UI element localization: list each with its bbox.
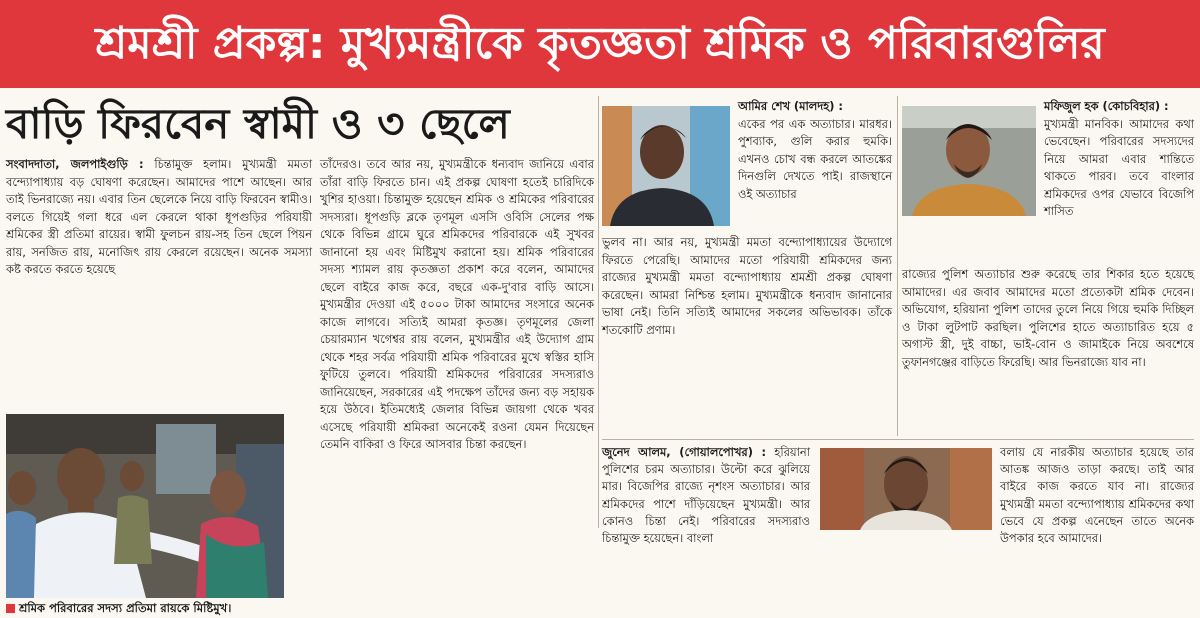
lead-photo-illustration xyxy=(6,414,284,598)
caption-marker-icon xyxy=(6,604,15,613)
column-divider xyxy=(598,96,599,528)
quote-mofijul-haque xyxy=(902,96,1194,436)
lead-column-2: তাঁদেরও। তবে আর নয়, মুখ্যমন্ত্রীকে ধন্যবাদ জানিয়ে এবার তাঁরা বাড়ি ফিরতে চান। এই প্রকল্প ঘোষণা হতেই চারিদিকে খুশির হাওয়া। চিন্তামুক্ত হয়েছেন শ্রমিক ও শ্রমিকের পরিবারের সদস্যরা। ধূপগুড়ি ব্লকে তৃণমূল এসসি ওবিসি সেলের পক্ষ থেকে বিভিন্ন গ্রামে ঘুরে শ্রমিকদের পরিবারকে এই সুখবর জানানো হয় এবং মিষ্টিমুখ করানো হয়। শ্রমিক পরিবারের সদস্য শ্যামল রায় কৃতজ্ঞতা প্রকাশ করে বলেন, আমাদের ছেলে বাইরে কাজ করে, বছরে এক-দু'বার বাড়ি আসে। মুখ্যমন্ত্রীর দেওয়া এই ৫০০০ টাকা আমাদের সংসারে অনেক কাজে লাগবে। সত্যিই আমরা কৃতজ্ঞ। তৃণমূলের জেলা চেয়ারম্যান খগেশ্বর রায় বলেন, মুখ্যমন্ত্রীর এই উদ্যোগ গ্রাম থেকে শহর সর্বত্র পরিযায়ী শ্রমিক পরিবারের মুখে স্বস্তির হাসি ফুটিয়ে তুলবে। পরিযায়ী শ্রমিকদের পরিবারের সদস্যরাও জানিয়েছেন, সরকারের এই পদক্ষেপ তাঁদের জন্য বড় সহায়ক হয়ে উঠবে। ইতিমধ্যেই জেলার বিভিন্ন জায়গা থেকে খবর এসেছে পরিযায়ী শ্রমিকরা অনেকেই রওনা যেমন দিয়েছেন তেমনি বাকিরা ও ফিরে আসবার চিন্তা করছেন। xyxy=(320,157,594,451)
amir-quote-continued: ভুলব না। আর নয়, মুখ্যমন্ত্রী মমতা বন্দ্যোপাধ্যায়ের উদ্যোগে ফিরতে পেরেছি। আমাদের মতো পরিযায়ী শ্রমিকদের জন্য রাজ্যের মুখ্যমন্ত্রী মমতা বন্দ্যোপাধ্যায় শ্রমশ্রী প্রকল্প ঘোষণা করেছেন। আমরা নিশ্চিন্ত হলাম। মুখ্যমন্ত্রীকে ধন্যবাদ জানানোর ভাষা নেই। তিনি সত্যিই আমাদের সকলের অভিভাবক। তাঁকে শতকোটি প্রণাম। xyxy=(602,235,892,337)
junaid-portrait xyxy=(820,448,992,530)
column-divider xyxy=(897,96,898,436)
quote-junaid-alam xyxy=(602,444,1194,546)
mofi-name: মফিজুল হক (কোচবিহার) : xyxy=(1044,99,1169,113)
quote-amir-sheikh xyxy=(602,96,892,436)
amir-portrait xyxy=(602,106,730,226)
page-banner xyxy=(0,0,1200,88)
junaid-quote-continued: বলায় যে নারকীয় অত্যাচার হয়েছে তার আতঙ্ক আজও তাড়া করছে। তাই আর বাইরে কাজ করতে যাব না। রাজ্যের মুখ্যমন্ত্রী মমতা বন্দ্যোপাধ্যায় শ্রমিকদের কথা ভেবে যে প্রকল্প এনেছেন তাতে অনেক উপকার হবে আমাদের। xyxy=(1000,445,1194,546)
section-divider xyxy=(602,439,1194,440)
amir-name: আমির শেখ (মালদহ) : xyxy=(738,99,843,113)
junaid-quote-left-text: হরিয়ানা পুলিশের চরম অত্যাচার। উল্টো করে ঝুলিয়ে মার। বিজেপির রাজ্যে নৃশংস অত্যাচার। আর শ্রমিকদের পাশে দাঁড়িয়েছেন মুখ্যমন্ত্রী। আর কোনও চিন্তা নেই। পরিবারের সদস্যরাও চিন্তামুক্ত হয়েছেন। বাংলা xyxy=(602,445,811,546)
lead-column-1 xyxy=(6,156,312,408)
amir-quote-side xyxy=(738,98,892,234)
mofi-quote-side xyxy=(1044,98,1194,268)
mofi-portrait xyxy=(902,106,1036,216)
lead-headline: বাড়ি ফিরবেন স্বামী ও ৩ ছেলে xyxy=(6,99,510,148)
amir-photo xyxy=(602,106,730,226)
mofi-quote-continued: রাজ্যের পুলিশ অত্যাচার শুরু করেছে তার শিকার হতে হয়েছে আমাদের। এর জবাব আমাদের মতো প্রত্যেকটা শ্রমিক দেবেন। অভিযোগ, হরিয়ানা পুলিশ তাদের তুলে নিয়ে গিয়ে হুমকি দিচ্ছিল ও টাকা লুটপাট করছিল। পুলিশের হাতে অত্যাচারিত হয়ে ৫ অগাস্ট স্ত্রী, দুই বাচ্চা, ভাই-বোন ও জামাইকে নিয়ে অবশেষে তুফানগঞ্জের বাড়িতে ফিরেছি। আর ভিনরাজ্যে যাব না। xyxy=(902,267,1194,369)
lead-column-1-text: চিন্তামুক্ত হলাম। মুখ্যমন্ত্রী মমতা বন্দ্যোপাধ্যায় বড় ঘোষণা করেছেন। আমাদের পাশে আছেন। আর তাই ভিনরাজ্যে নয়। এবার তিন ছেলেকে নিয়ে বাড়ি ফিরবেন স্বামীও। বলতে গিয়েই গলা ধরে এল কেরলে থাকা ধূপগুড়ির পরিযায়ী শ্রমিকের স্ত্রী প্রতিমা রায়ের। স্বামী ফুলচন রায়-সহ তিন ছেলে পিয়ন রায়, সনজিত রায়, মনোজিৎ রায় কেরলে রয়েছেন। অনেক সমস্যা কষ্ট করতে করতে হয়েছে xyxy=(6,157,312,276)
junaid-name: জুনেদ আলম, (গোয়ালপোখর) : xyxy=(602,445,767,459)
lead-story xyxy=(6,96,594,615)
lead-photo-caption-text: শ্রমিক পরিবারের সদস্য প্রতিমা রায়কে মিষ্টিমুখ। xyxy=(19,601,232,615)
lead-byline: সংবাদদাতা, জলপাইগুড়ি : xyxy=(6,157,144,171)
banner-title: শ্রমশ্রী প্রকল্প: মুখ্যমন্ত্রীকে কৃতজ্ঞতা শ্রমিক ও পরিবারগুলির xyxy=(95,18,1105,69)
lead-photo xyxy=(6,414,284,598)
lead-photo-caption xyxy=(6,598,312,618)
mofi-quote-side-text: মুখ্যমন্ত্রী মানবিক। আমাদের কথা ভেবেছেন। পরিবারের সদস্যদের নিয়ে আমরা এবার শান্তিতে থাকতে পারব। তবে বাংলার শ্রমিকদের ওপর যেভাবে বিজেপি শাসিত xyxy=(1044,116,1194,218)
amir-quote-side-text: একের পর এক অত্যাচার। মারধর। পুশব্যাক, গুলি করার হুমকি। এখনও চোখ বন্ধ করলে আতঙ্কের দিনগুলি দেখতে পাই। রাজস্থানে ওই অত্যাচার xyxy=(738,116,892,201)
junaid-quote-left xyxy=(602,444,811,546)
junaid-photo xyxy=(820,448,992,530)
mofi-photo xyxy=(902,106,1036,216)
